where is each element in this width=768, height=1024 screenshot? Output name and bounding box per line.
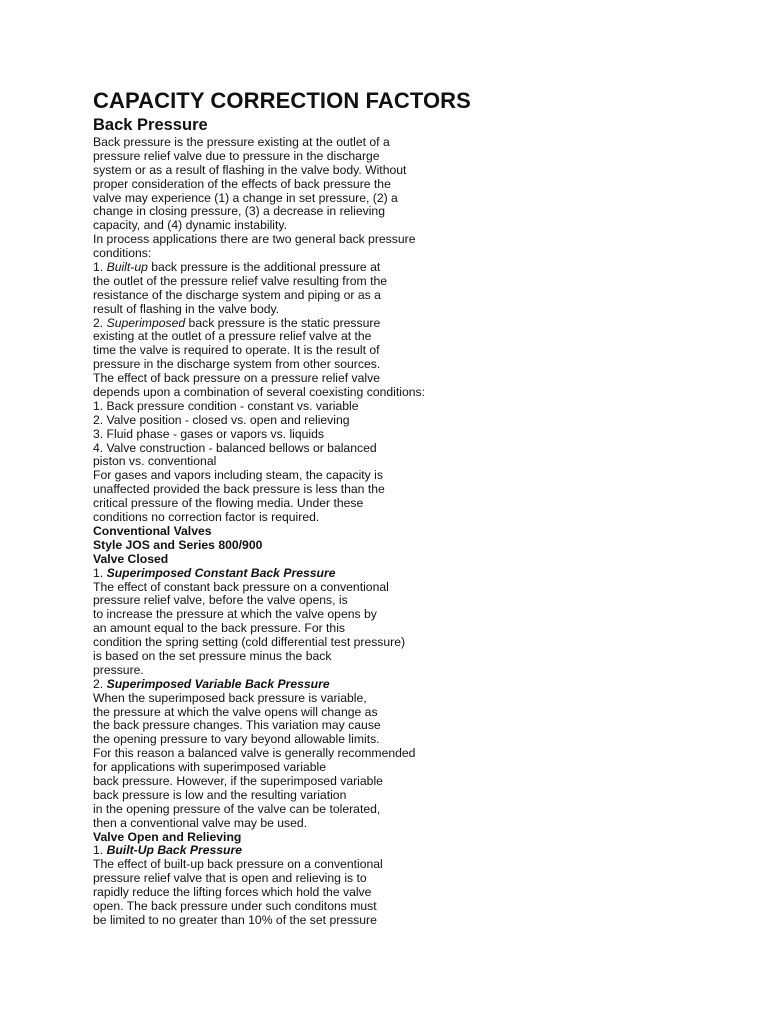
item-heading: Built-Up Back Pressure <box>106 843 243 858</box>
text-line <box>93 358 693 372</box>
line-text: to increase the pressure at which the valve opens by <box>93 607 377 622</box>
text-line <box>93 844 693 858</box>
line-text: conditions: <box>93 246 152 261</box>
text-line <box>93 219 693 233</box>
text-line <box>93 567 693 581</box>
line-text: In process applications there are two general back pressure <box>93 232 416 247</box>
text-line <box>93 817 693 831</box>
line-text: back pressure. However, if the superimposed variable <box>93 773 383 788</box>
text-line <box>93 303 693 317</box>
text-line <box>93 719 693 733</box>
line-text: is based on the set pressure minus the back <box>93 648 332 663</box>
document-page <box>93 88 693 928</box>
line-text: result of flashing in the valve body. <box>93 301 280 316</box>
text-line <box>93 150 693 164</box>
text-line <box>93 178 693 192</box>
line-text: For this reason a balanced valve is generally recommended <box>93 746 416 761</box>
text-line <box>93 442 693 456</box>
text-line <box>93 789 693 803</box>
line-text: unaffected provided the back pressure is less than the <box>93 482 385 497</box>
text-line <box>93 344 693 358</box>
line-text: 2. Valve position - closed vs. open and relieving <box>93 412 350 427</box>
text-line <box>93 511 693 525</box>
line-text: When the superimposed back pressure is variable, <box>93 690 367 705</box>
text-line <box>93 483 693 497</box>
item-heading: Superimposed Constant Back Pressure <box>106 565 336 580</box>
text-line <box>93 678 693 692</box>
line-text: The effect of built-up back pressure on a conventional <box>93 857 383 872</box>
text-line <box>93 706 693 720</box>
line-text: critical pressure of the flowing media. Under these <box>93 496 364 511</box>
body-text <box>93 136 693 928</box>
line-text: change in closing pressure, (3) a decrease in relieving <box>93 204 385 219</box>
text-line <box>93 594 693 608</box>
line-text: the pressure at which the valve opens will change as <box>93 704 378 719</box>
text-line <box>93 622 693 636</box>
line-text: open. The back pressure under such conditons must <box>93 898 377 913</box>
line-text: resistance of the discharge system and piping or as a <box>93 287 381 302</box>
text-line <box>93 386 693 400</box>
text-line <box>93 650 693 664</box>
line-text: 4. Valve construction - balanced bellows or balanced <box>93 440 377 455</box>
line-text: 1. Back pressure condition - constant vs. variable <box>93 398 359 413</box>
text-line <box>93 317 693 331</box>
line-text: back pressure is the additional pressure at <box>147 260 381 275</box>
text-line <box>93 803 693 817</box>
line-text: pressure relief valve due to pressure in the discharge <box>93 148 380 163</box>
text-line <box>93 455 693 469</box>
line-text: The effect of back pressure on a pressure relief valve <box>93 371 381 386</box>
emphasis-term: Built-up <box>106 260 148 275</box>
text-line <box>93 692 693 706</box>
line-text: pressure relief valve that is open and relieving is to <box>93 871 367 886</box>
text-line <box>93 664 693 678</box>
text-line <box>93 497 693 511</box>
text-line <box>93 192 693 206</box>
list-number: 2. <box>93 676 107 691</box>
item-heading: Superimposed Variable Back Pressure <box>106 676 330 691</box>
subheading-text: Conventional Valves <box>93 523 212 538</box>
line-text: valve may experience (1) a change in set pressure, (2) a <box>93 190 398 205</box>
text-line <box>93 261 693 275</box>
text-line <box>93 275 693 289</box>
subheading-text: Valve Closed <box>93 551 169 566</box>
line-text: depends upon a combination of several coexisting conditions: <box>93 385 425 400</box>
line-text: pressure. <box>93 662 144 677</box>
text-line <box>93 581 693 595</box>
subheading-text: Valve Open and Relieving <box>93 829 242 844</box>
line-text: the opening pressure to vary beyond allowable limits. <box>93 732 380 747</box>
line-text: condition the spring setting (cold differential test pressure) <box>93 635 406 650</box>
subheading-line <box>93 525 693 539</box>
text-line <box>93 164 693 178</box>
line-text: rapidly reduce the lifting forces which hold the valve <box>93 885 372 900</box>
text-line <box>93 469 693 483</box>
line-text: pressure in the discharge system from other sources. <box>93 357 381 372</box>
line-text: system or as a result of flashing in the valve body. Without <box>93 162 407 177</box>
line-text: back pressure is the static pressure <box>185 315 381 330</box>
emphasis-term: Superimposed <box>106 315 186 330</box>
text-line <box>93 414 693 428</box>
list-number: 2. <box>93 315 107 330</box>
line-text: in the opening pressure of the valve can be tolerated, <box>93 801 381 816</box>
line-text: The effect of constant back pressure on a conventional <box>93 579 389 594</box>
section-heading-back-pressure: Back Pressure <box>93 116 208 134</box>
text-line <box>93 205 693 219</box>
text-line <box>93 233 693 247</box>
text-line <box>93 886 693 900</box>
line-text: back pressure is low and the resulting variation <box>93 787 347 802</box>
subheading-line <box>93 831 693 845</box>
list-number: 1. <box>93 565 107 580</box>
text-line <box>93 914 693 928</box>
line-text: For gases and vapors including steam, the capacity is <box>93 468 383 483</box>
line-text: Back pressure is the pressure existing at the outlet of a <box>93 135 390 149</box>
text-line <box>93 775 693 789</box>
text-line <box>93 747 693 761</box>
list-number: 1. <box>93 260 107 275</box>
line-text: proper consideration of the effects of back pressure the <box>93 176 391 191</box>
line-text: pressure relief valve, before the valve opens, is <box>93 593 348 608</box>
text-line <box>93 900 693 914</box>
document-title: CAPACITY CORRECTION FACTORS <box>93 88 471 113</box>
line-text: 3. Fluid phase - gases or vapors vs. liquids <box>93 426 324 441</box>
text-line <box>93 636 693 650</box>
list-number: 1. <box>93 843 107 858</box>
line-text: be limited to no greater than 10% of the set pressure <box>93 912 377 927</box>
line-text: conditions no correction factor is required. <box>93 510 320 525</box>
text-line <box>93 428 693 442</box>
text-line <box>93 872 693 886</box>
text-line <box>93 608 693 622</box>
line-text: existing at the outlet of a pressure relief valve at the <box>93 329 372 344</box>
line-text: for applications with superimposed variable <box>93 760 327 775</box>
text-line <box>93 400 693 414</box>
text-line <box>93 858 693 872</box>
text-line <box>93 733 693 747</box>
subheading-line <box>93 539 693 553</box>
subheading-line <box>93 553 693 567</box>
text-line <box>93 289 693 303</box>
line-text: the back pressure changes. This variation may cause <box>93 718 381 733</box>
text-line <box>93 330 693 344</box>
subheading-text: Style JOS and Series 800/900 <box>93 537 263 552</box>
line-text: piston vs. conventional <box>93 454 217 469</box>
text-line <box>93 247 693 261</box>
text-line <box>93 761 693 775</box>
line-text: capacity, and (4) dynamic instability. <box>93 218 287 233</box>
line-text: an amount equal to the back pressure. For this <box>93 621 346 636</box>
line-text: then a conventional valve may be used. <box>93 815 308 830</box>
text-line <box>93 136 693 150</box>
line-text: time the valve is required to operate. It is the result of <box>93 343 380 358</box>
line-text: the outlet of the pressure relief valve resulting from the <box>93 273 388 288</box>
text-line <box>93 372 693 386</box>
